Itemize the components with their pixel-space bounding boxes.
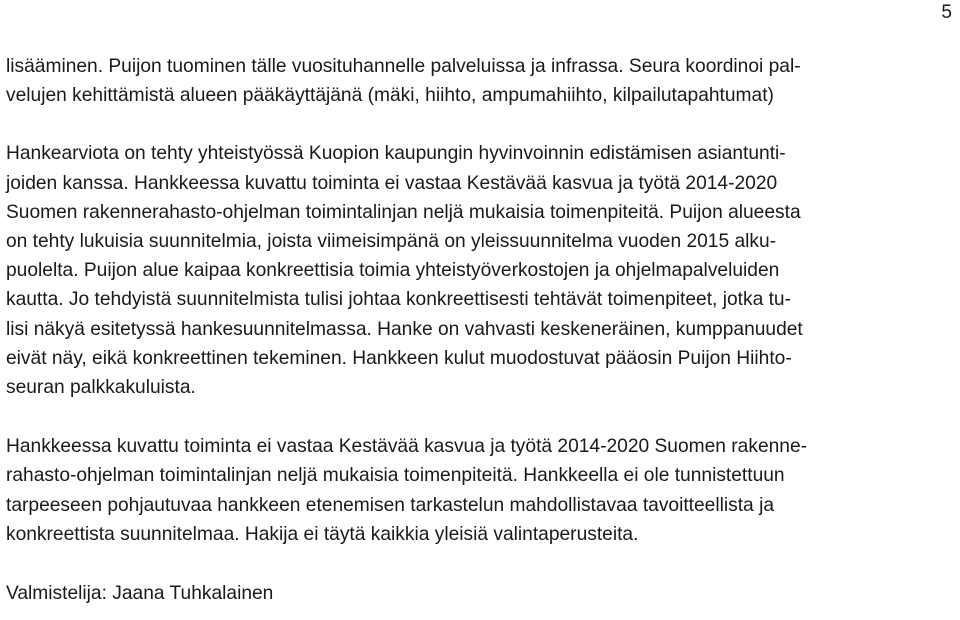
text-line: konkreettista suunnitelmaa. Hakija ei täytä kaikkia yleisiä valintaperusteita.	[6, 523, 639, 545]
document-body	[6, 52, 954, 608]
text-line: lisääminen. Puijon tuominen tälle vuosituhannelle palveluissa ja infrassa. Seura koordinoi pal-	[6, 56, 801, 77]
text-line: Valmistelija: Jaana Tuhkalainen	[6, 583, 274, 605]
text-line: on tehty lukuisia suunnitelmia, joista viimeisimpänä on yleissuunnitelma vuoden 2015 alku-	[6, 231, 777, 253]
text-line: joiden kanssa. Hankkeessa kuvattu toiminta ei vastaa Kestävää kasvua ja työtä 2014-2020	[6, 172, 778, 194]
text-line: eivät näy, eikä konkreettinen tekeminen. Hankkeen kulut muodostuvat pääosin Puijon Hiihto-	[6, 347, 792, 369]
text-line: velujen kehittämistä alueen pääkäyttäjänä (mäki, hiihto, ampumahiihto, kilpailutapahtumat)	[6, 85, 774, 107]
paragraph-1	[6, 52, 954, 110]
paragraph-3	[6, 432, 954, 549]
text-line: seuran palkkakuluista.	[6, 377, 196, 399]
paragraph-2	[6, 139, 954, 402]
text-line: tarpeeseen pohjautuvaa hankkeen etenemisen tarkastelun mahdollistavaa tavoitteellista ja	[6, 494, 774, 516]
text-line: Hankearviota on tehty yhteistyössä Kuopion kaupungin hyvinvoinnin edistämisen asiantunti-	[6, 143, 786, 165]
page-number: 5	[941, 2, 952, 23]
preparer-signature-line	[6, 579, 954, 608]
text-line: rahasto-ohjelman toimintalinjan neljä mukaisia toimenpiteitä. Hankkeella ei ole tunnistettuun	[6, 465, 785, 487]
text-line: Hankkeessa kuvattu toiminta ei vastaa Kestävää kasvua ja työtä 2014-2020 Suomen rakenne-	[6, 436, 808, 458]
text-line: Suomen rakennerahasto-ohjelman toimintalinjan neljä mukaisia toimenpiteitä. Puijon alueesta	[6, 201, 801, 223]
text-line: puolelta. Puijon alue kaipaa konkreettisia toimia yhteistyöverkostojen ja ohjelmapalveluiden	[6, 260, 780, 282]
text-line: kautta. Jo tehdyistä suunnitelmista tulisi johtaa konkreettisesti tehtävät toimenpiteet, jotka tu-	[6, 289, 791, 311]
text-line: lisi näkyä esitetyssä hankesuunnitelmassa. Hanke on vahvasti keskeneräinen, kumppanuudet	[6, 318, 803, 340]
